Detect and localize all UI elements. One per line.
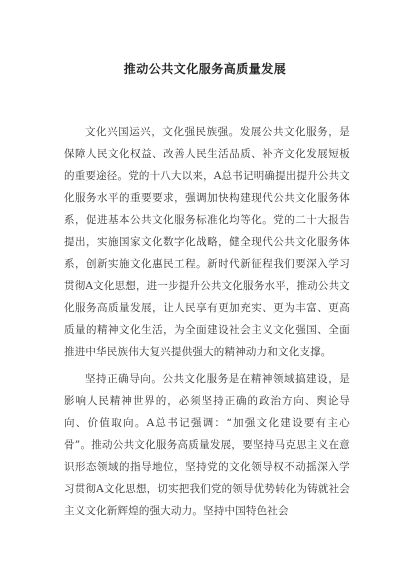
paragraph: 文化兴国运兴，文化强民族强。发展公共文化服务，是保障人民文化权益、改善人民生活品质、补齐文化发展短板的重要途径。党的十八大以来，A总书记明确提出提升公共文化服务水平的重要要求，强调加快构建现代公共文化服务体系，促进基本公共文化服务标准化均等化。党的二十大报告提出，实施国家文化数字化战略，健全现代公共文化服务体系，创新实施文化惠民工程。新时代新征程我们要深入学习贯彻A文化思想，进一步提升公共文化服务水平，推动公共文化服务高质量发展，让人民享有更加充实、更为丰富、更高质量的精神文化生活，为全面建设社会主义文化强国、全面推进中华民族伟大复兴提供强大的精神动力和文化支撑。: [64, 126, 350, 358]
document-body: [64, 121, 350, 527]
document-title: 推动公共文化服务高质量发展: [123, 62, 287, 76]
paragraph: 坚持正确导向。公共文化服务是在精神领域搞建设，是影响人民精神世界的，必须坚持正确的政治方向、舆论导向、价值取向。A总书记强调：“加强文化建设要有主心骨”。推动公共文化服务高质量发展，要坚持马克思主义在意识形态领域的指导地位，坚持党的文化领导权不动摇深入学习贯彻A文化思想，切实把我们党的领导优势转化为铸就社会主义文化新辉煌的强大动力。坚持中国特色社会: [64, 373, 350, 517]
